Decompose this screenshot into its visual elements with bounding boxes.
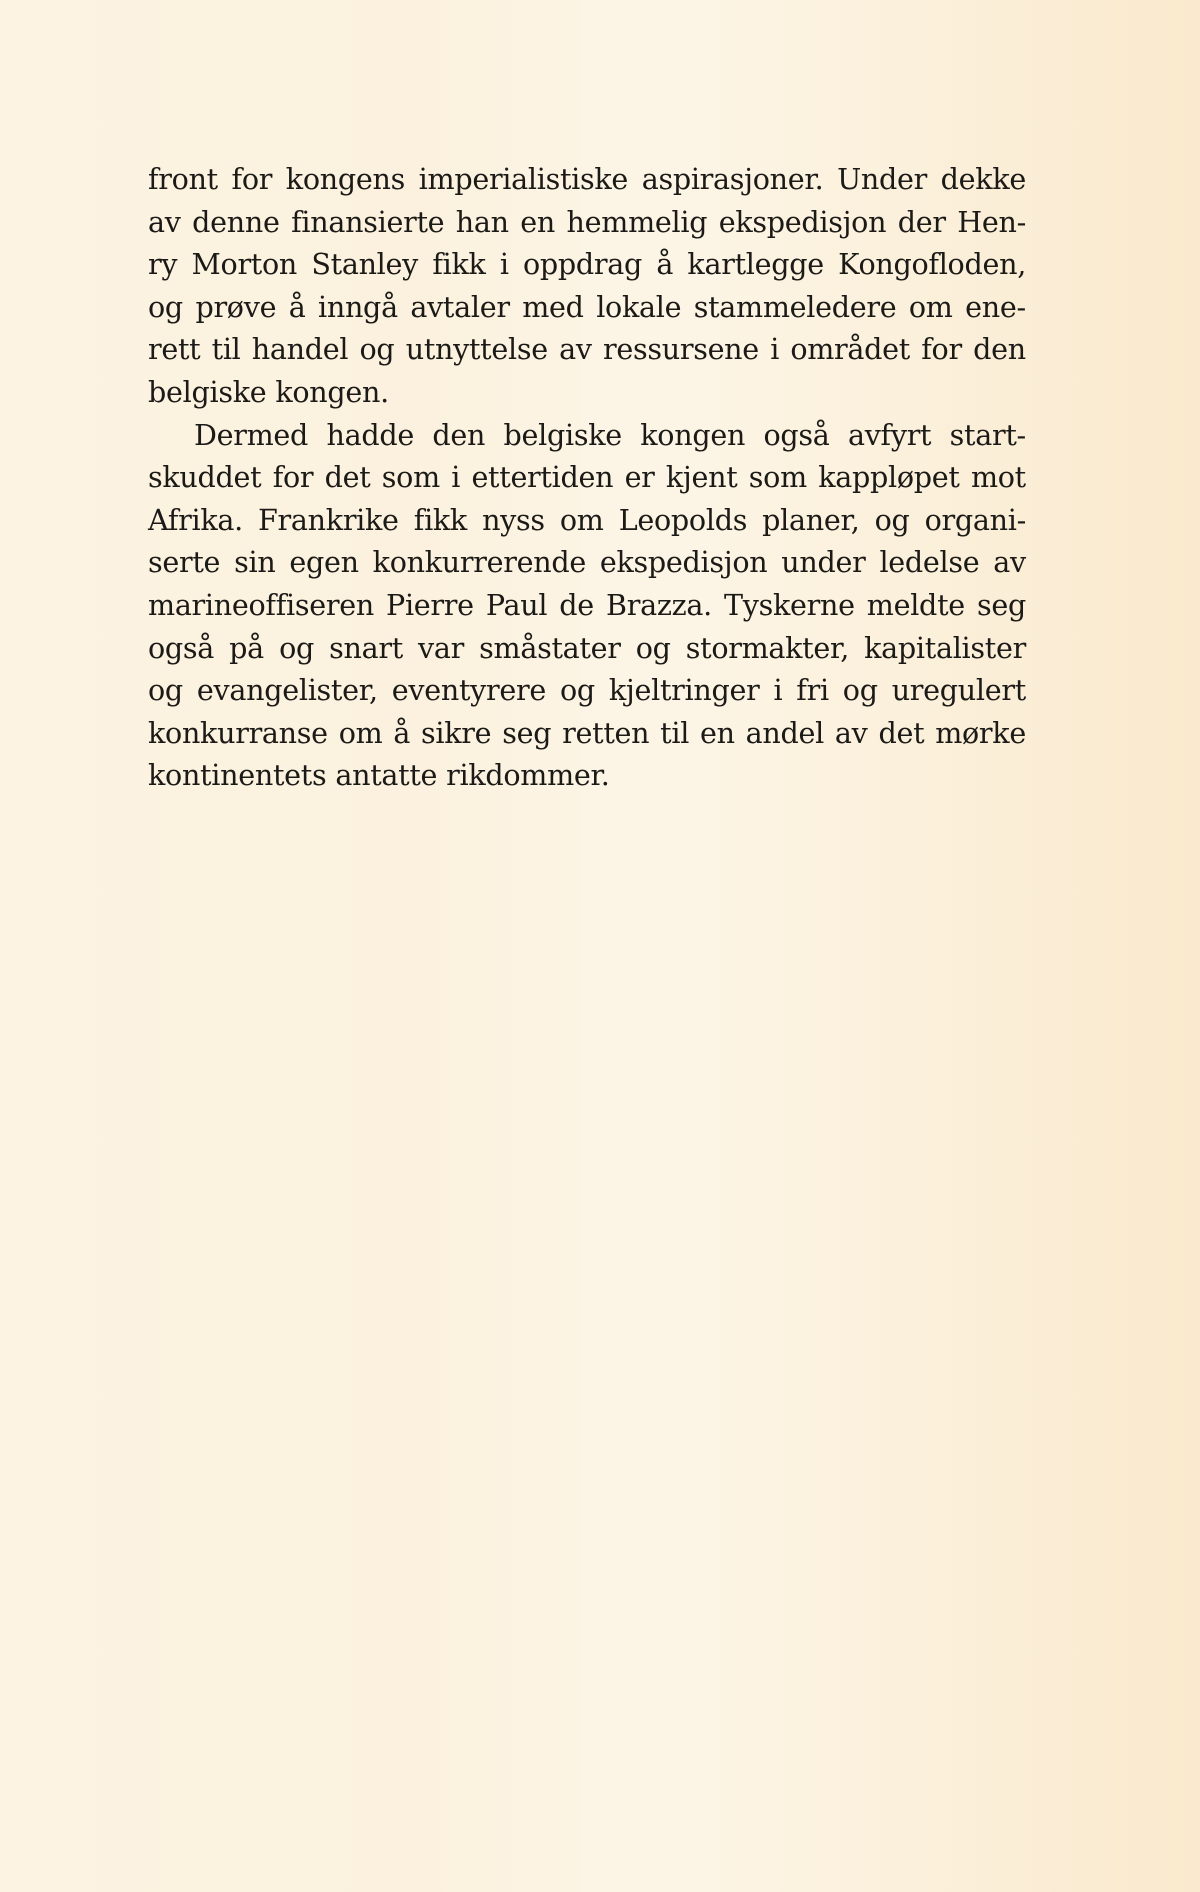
text-line: front for kongens imperialistiske aspirasjoner. Under dekke bbox=[148, 162, 1026, 196]
text-line: belgiske kongen. bbox=[148, 374, 389, 409]
text-line: også på og snart var småstater og stormakter, kapitalister bbox=[148, 630, 1026, 665]
text-line: kontinentets antatte rikdommer. bbox=[148, 758, 610, 793]
text-line: rett til handel og utnyttelse av ressursene i området for den bbox=[148, 332, 1026, 367]
text-line: og evangelister, eventyrere og kjeltringer i fri og uregulert bbox=[148, 673, 1026, 708]
text-line: Dermed hadde den belgiske kongen også avfyrt start- bbox=[194, 417, 1026, 452]
text-line: av denne finansierte han en hemmelig ekspedisjon der Hen- bbox=[148, 204, 1026, 239]
paragraph bbox=[148, 158, 1026, 414]
text-line: marineoffiseren Pierre Paul de Brazza. Tyskerne meldte seg bbox=[148, 587, 1026, 622]
body-text bbox=[148, 158, 1026, 797]
text-line: serte sin egen konkurrerende ekspedisjon under ledelse av bbox=[148, 545, 1026, 580]
text-line: og prøve å inngå avtaler med lokale stammeledere om ene- bbox=[148, 289, 1026, 324]
text-line: konkurranse om å sikre seg retten til en andel av det mørke bbox=[148, 715, 1026, 750]
text-line: ry Morton Stanley fikk i oppdrag å kartlegge Kongofloden, bbox=[148, 247, 1026, 282]
text-line: Afrika. Frankrike fikk nyss om Leopolds planer, og organi- bbox=[148, 502, 1026, 537]
paragraph bbox=[148, 414, 1026, 797]
text-line: skuddet for det som i ettertiden er kjent som kappløpet mot bbox=[148, 460, 1026, 495]
